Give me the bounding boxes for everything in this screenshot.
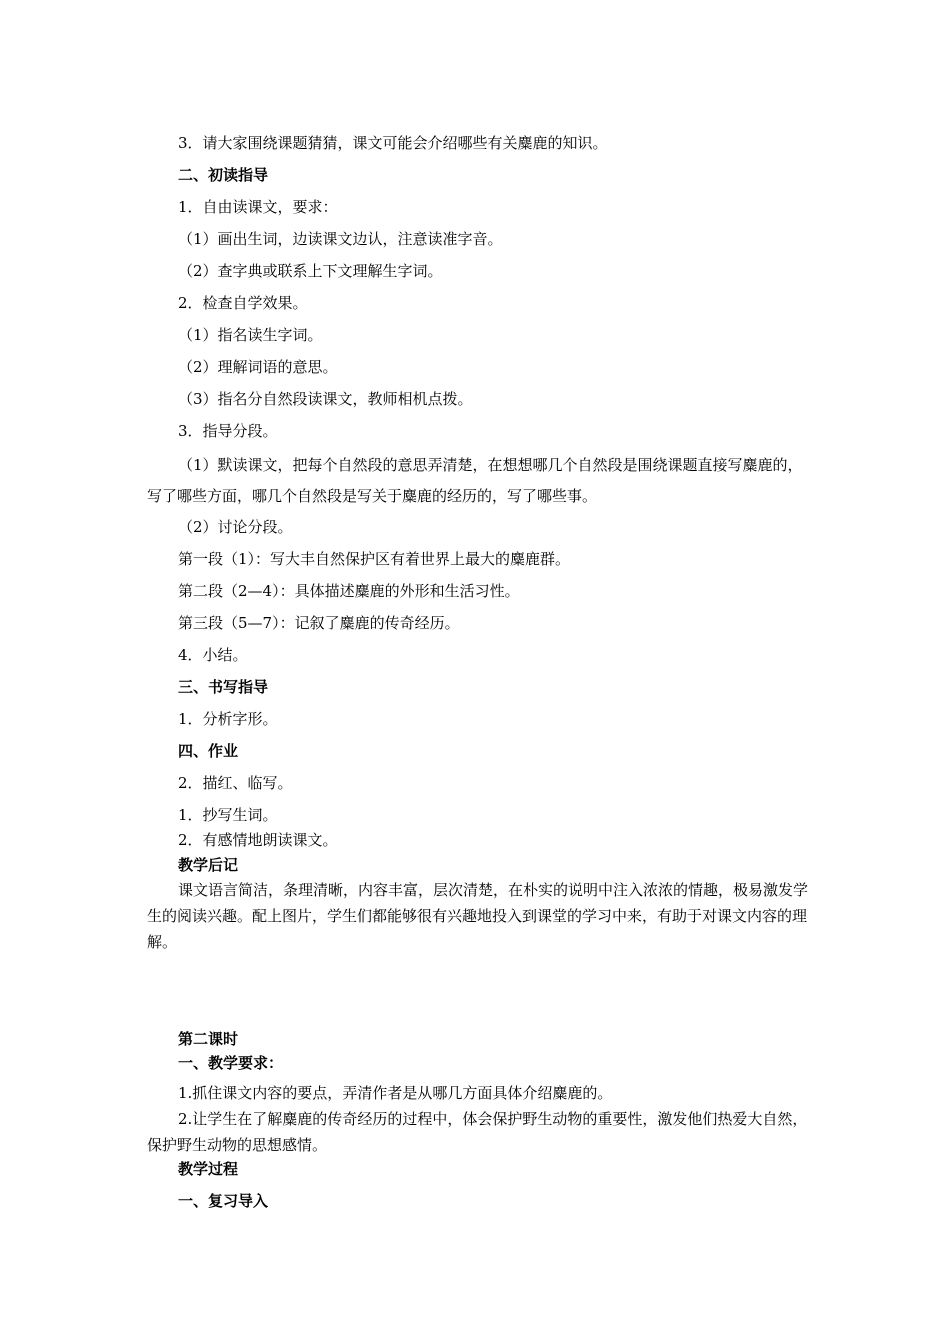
requirement-one: 1.抓住课文内容的要点，弄清作者是从哪几方面具体介绍麋鹿的。 [178,1084,613,1102]
heading-writing-guidance: 三、书写指导 [178,678,269,696]
paragraph-teaching-reflection: 课文语言简洁，条理清晰，内容丰富，层次清楚，在朴实的说明中注入浓浓的情趣，极易激发学生的阅读兴趣。配上图片，学生们都能够很有兴趣地投入到课堂的学习中来，有助于对课文内容的理解。 [147,881,809,951]
segment-one: 第一段（1）：写大丰自然保护区有着世界上最大的麋鹿群。 [178,550,571,568]
item-paragraph-division: 3．指导分段。 [178,422,278,440]
subitem-discuss-division: （2）讨论分段。 [178,518,293,536]
item-analyze-glyphs: 1．分析字形。 [178,710,278,728]
heading-first-reading: 二、初读指导 [178,166,269,184]
segment-two: 第二段（2—4）：具体描述麋鹿的外形和生活习性。 [178,582,520,600]
heading-homework: 四、作业 [178,742,239,760]
item-read-aloud: 2．有感情地朗读课文。 [178,831,338,849]
subitem-dictionary: （2）查字典或联系上下文理解生字词。 [178,262,443,280]
subitem-word-meaning: （2）理解词语的意思。 [178,358,338,376]
item-summary: 4．小结。 [178,646,248,664]
subitem-read-words: （1）指名读生字词。 [178,326,323,344]
item-check-selfstudy: 2．检查自学效果。 [178,294,308,312]
item-copy-words: 1．抄写生词。 [178,806,278,824]
subitem-read-paragraphs: （3）指名分自然段读课文，教师相机点拨。 [178,390,473,408]
item-free-reading: 1．自由读课文，要求： [178,198,338,216]
heading-teaching-requirements: 一、教学要求： [178,1054,284,1072]
requirement-two: 2.让学生在了解麋鹿的传奇经历的过程中，体会保护野生动物的重要性，激发他们热爱大自然，保护野生动物的思想感情。 [147,1110,808,1154]
heading-teaching-process: 教学过程 [178,1160,239,1178]
subitem-silent-reading: （1）默读课文，把每个自然段的意思弄清楚，在想想哪几个自然段是围绕课题直接写麋鹿的，写了哪些方面，哪几个自然段是写关于麋鹿的经历的，写了哪些事。 [147,456,803,505]
segment-three: 第三段（5—7）：记叙了麋鹿的传奇经历。 [178,614,460,632]
subitem-mark-words: （1）画出生词，边读课文边认，注意读准字音。 [178,230,503,248]
item-trace-copy: 2．描红、临写。 [178,774,293,792]
heading-second-lesson: 第二课时 [178,1030,239,1048]
heading-teaching-reflection: 教学后记 [178,856,239,874]
heading-review-intro: 一、复习导入 [178,1192,269,1210]
paragraph-guess-knowledge: 3．请大家围绕课题猜猜，课文可能会介绍哪些有关麋鹿的知识。 [178,134,608,152]
